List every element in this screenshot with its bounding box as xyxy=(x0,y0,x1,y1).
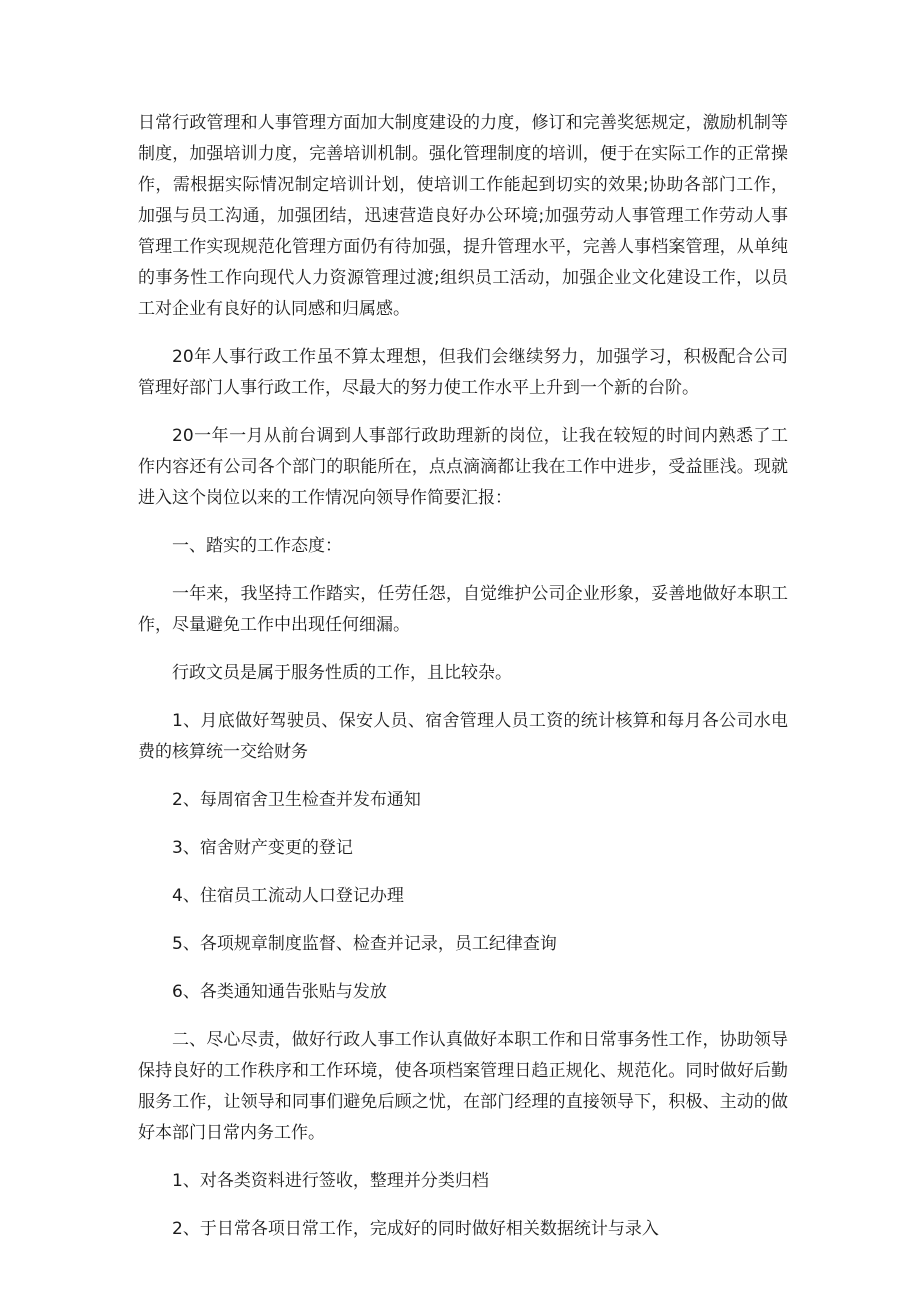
list-item-payroll: 1、月底做好驾驶员、保安人员、宿舍管理人员工资的统计核算和每月各公司水电费的核算统一交给财务 xyxy=(138,711,788,762)
paragraph-job-transfer: 20一年一月从前台调到人事部行政助理新的岗位，让我在较短的时间内熟悉了工作内容还有公司各个部门的职能所在，点点滴滴都让我在工作中进步，受益匪浅。现就进入这个岗位以来的工作情况向领导作简要汇报： xyxy=(138,426,788,508)
document-body xyxy=(138,108,788,1262)
section-heading-responsibility: 二、尽心尽责，做好行政人事工作认真做好本职工作和日常事务性工作，协助领导保持良好的工作秩序和工作环境，使各项档案管理日趋正规化、规范化。同时做好后勤服务工作，让领导和同事们避免后顾之忧，在部门经理的直接领导下，积极、主动的做好本部门日常内务工作。 xyxy=(138,1030,788,1143)
list-item-dorm-hygiene: 2、每周宿舍卫生检查并发布通知 xyxy=(172,790,421,810)
list-item-notices: 6、各类通知通告张贴与发放 xyxy=(172,982,387,1002)
section-heading-work-attitude: 一、踏实的工作态度： xyxy=(172,536,342,556)
paragraph-clerk-nature: 行政文员是属于服务性质的工作，且比较杂。 xyxy=(172,663,512,683)
list-item-rules-supervision: 5、各项规章制度监督、检查并记录，员工纪律查询 xyxy=(172,934,557,954)
list-item-data-entry: 2、于日常各项日常工作，完成好的同时做好相关数据统计与录入 xyxy=(172,1219,659,1239)
paragraph-year-summary: 20年人事行政工作虽不算太理想，但我们会继续努力，加强学习，积极配合公司管理好部门人事行政工作，尽最大的努力使工作水平上升到一个新的台阶。 xyxy=(138,347,788,398)
list-item-archiving: 1、对各类资料进行签收，整理并分类归档 xyxy=(172,1171,489,1191)
list-item-resident-registration: 4、住宿员工流动人口登记办理 xyxy=(172,886,404,906)
list-item-dorm-property: 3、宿舍财产变更的登记 xyxy=(172,838,353,858)
paragraph-diligence: 一年来，我坚持工作踏实，任劳任怨，自觉维护公司企业形象，妥善地做好本职工作，尽量避免工作中出现任何细漏。 xyxy=(138,584,788,635)
paragraph-admin-management: 日常行政管理和人事管理方面加大制度建设的力度，修订和完善奖惩规定，激励机制等制度，加强培训力度，完善培训机制。强化管理制度的培训，便于在实际工作的正常操作，需根据实际情况制定培训计划，使培训工作能起到切实的效果;协助各部门工作，加强与员工沟通，加强团结，迅速营造良好办公环境;加强劳动人事管理工作劳动人事管理工作实现规范化管理方面仍有待加强，提升管理水平，完善人事档案管理，从单纯的事务性工作向现代人力资源管理过渡;组织员工活动，加强企业文化建设工作，以员工对企业有良好的认同感和归属感。 xyxy=(138,113,788,319)
